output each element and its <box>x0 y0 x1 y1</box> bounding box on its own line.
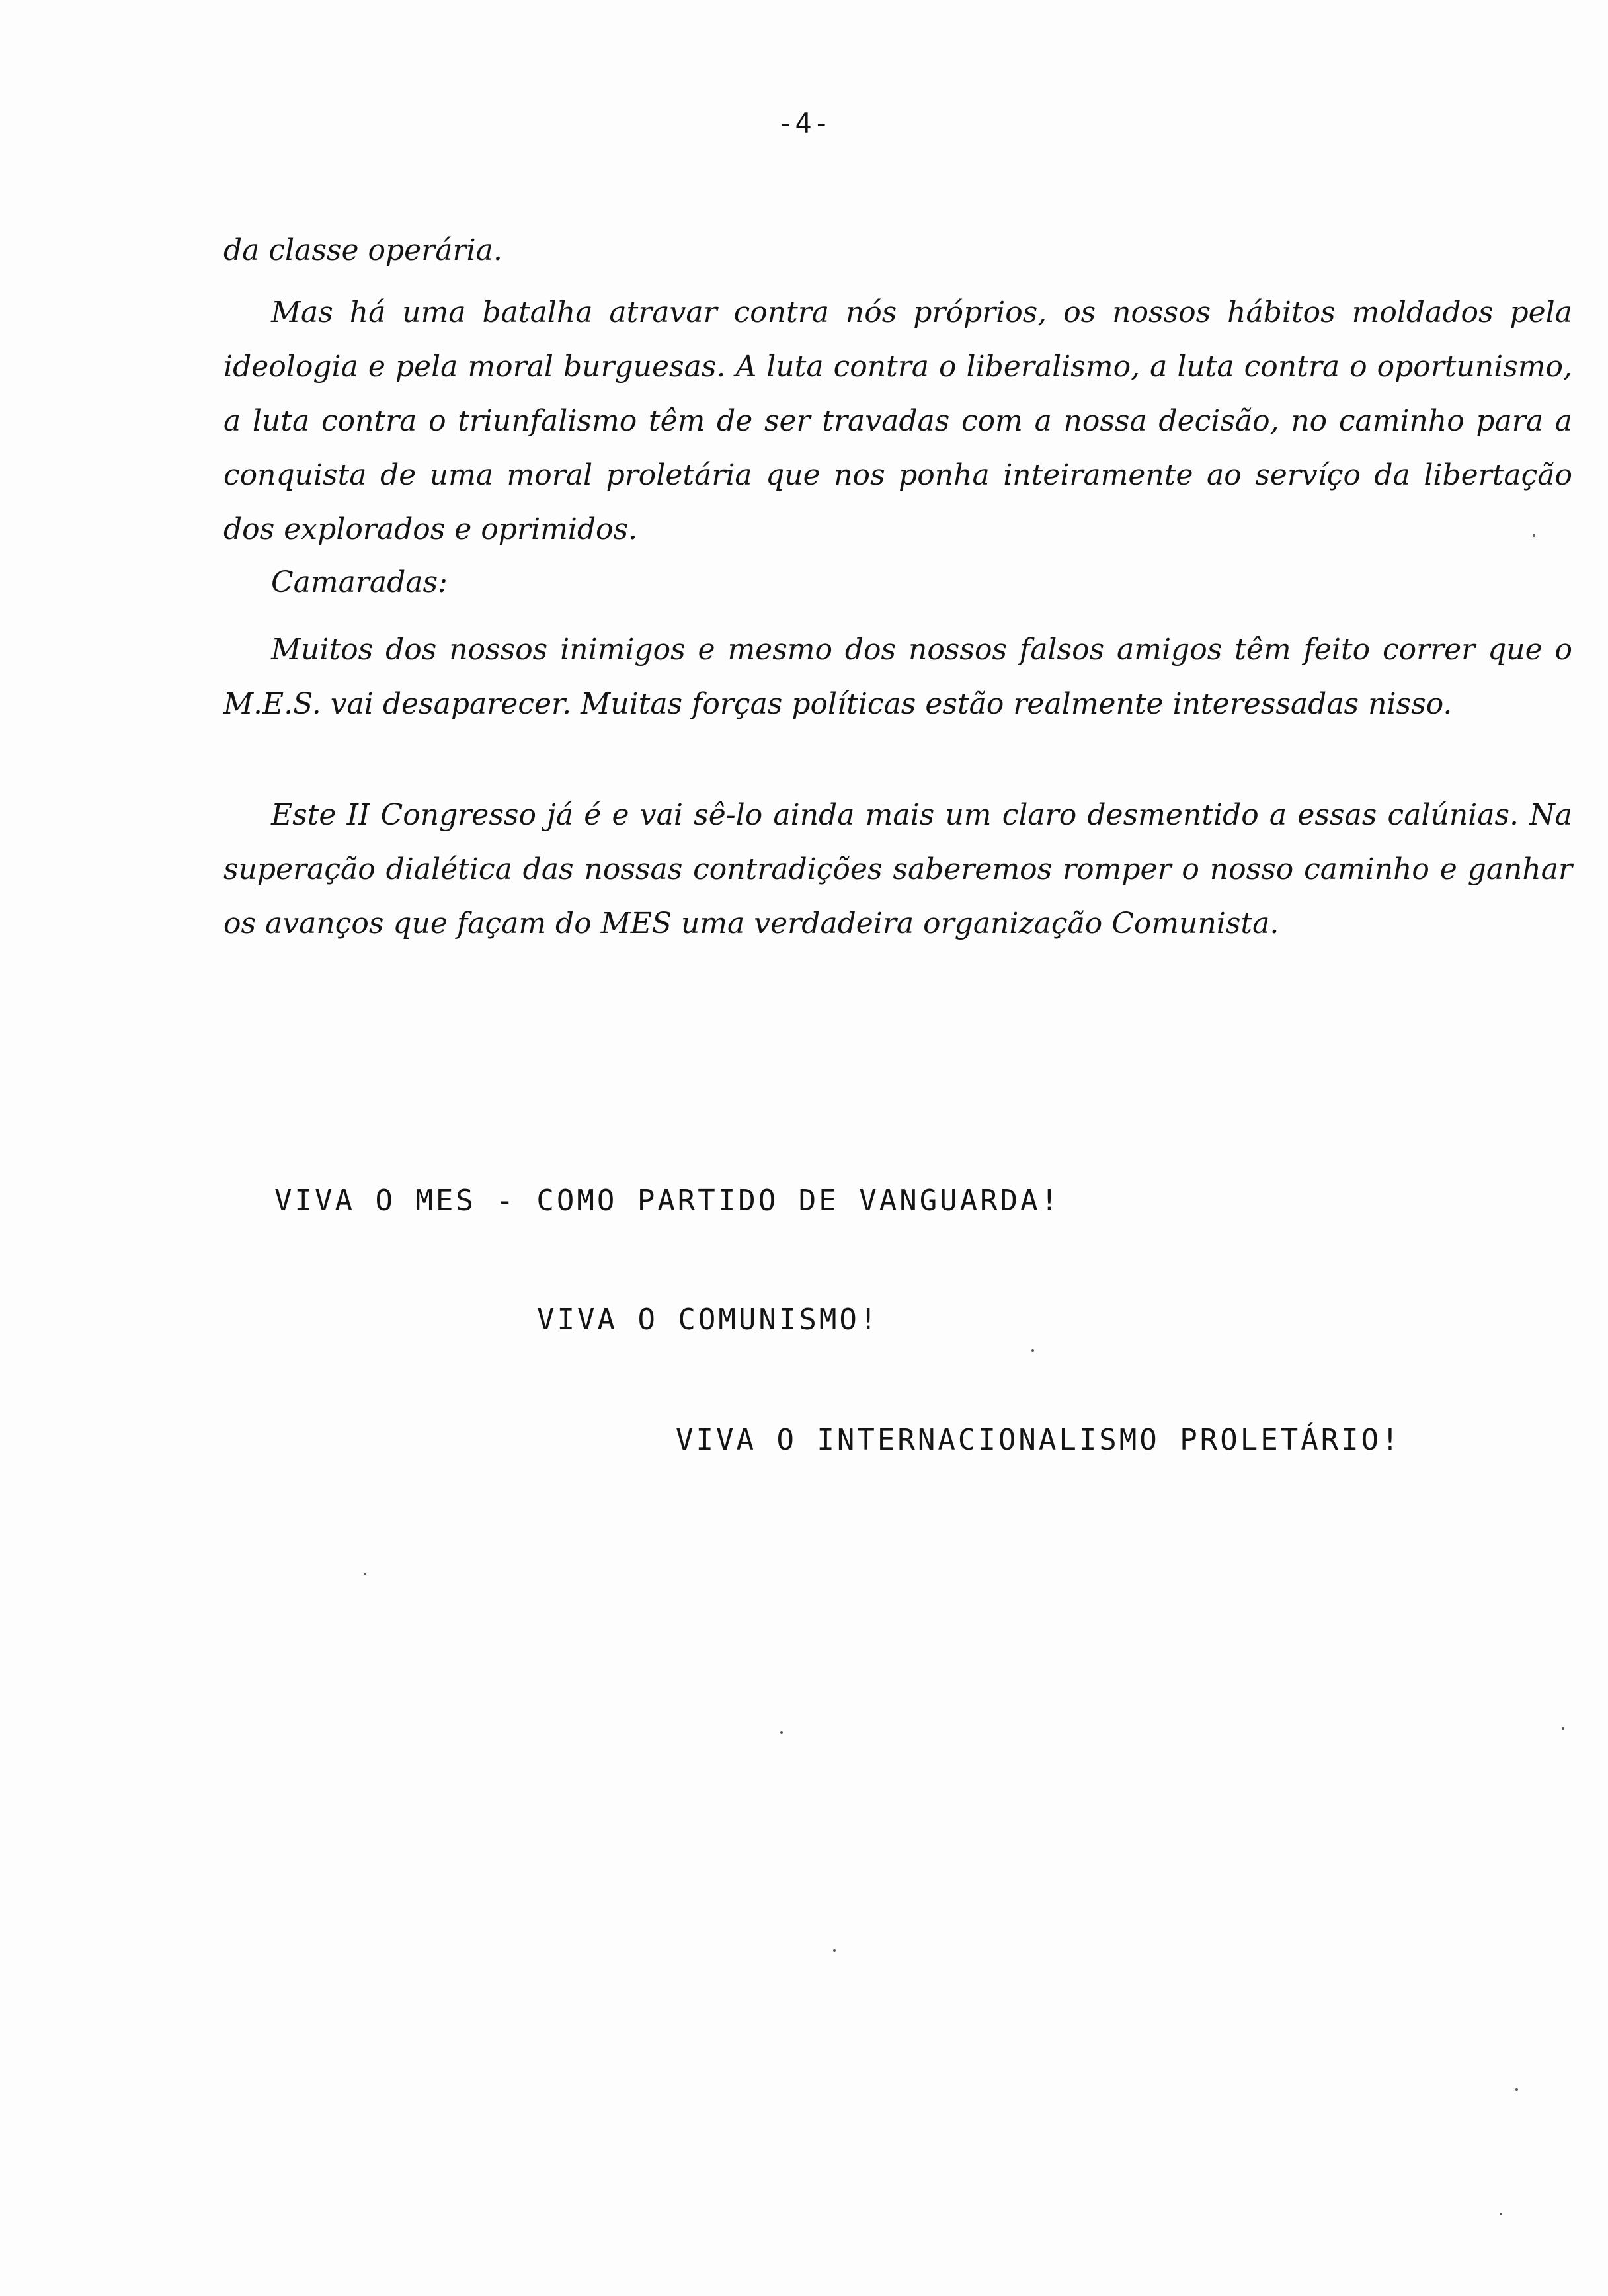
paragraph-enemies: Muitos dos nossos inimigos e mesmo dos nossos falsos amigos têm feito correr que o M.E.S. vai desaparecer. Muitas forças políticas estão realmente interessadas nisso. <box>223 633 1572 721</box>
scan-speck <box>1562 1727 1564 1730</box>
paragraph-continuation: da classe operária. <box>223 233 502 267</box>
slogan-communism: VIVA O COMUNISMO! <box>537 1303 880 1336</box>
scan-speck <box>1515 2088 1518 2091</box>
paragraph-moral-struggle: Mas há uma batalha atravar contra nós próprios, os nossos hábitos moldados pela ideologia e pela moral burguesas. A luta contra o liberalismo, a luta contra o oportunismo, a luta contra o triunfalismo têm de ser travadas com a nossa decisão, no caminho para a conquista de uma moral proletária que nos ponha inteiramente ao servíço da libertação dos explorados e oprimidos. <box>223 296 1572 546</box>
scan-speck <box>364 1573 366 1575</box>
slogan-vanguard: VIVA O MES - COMO PARTIDO DE VANGUARDA! <box>274 1184 1061 1217</box>
scan-speck <box>780 1731 783 1734</box>
scan-speck <box>1031 1349 1034 1352</box>
paragraph-salutation: Camaradas: <box>271 565 448 599</box>
scan-speck <box>1533 534 1535 537</box>
paragraph-congress: Este II Congresso já é e vai sê-lo ainda mais um claro desmentido a essas calúnias. Na superação dialética das nossas contradições saberemos romper o nosso caminho e ganhar os avanços que façam do MES uma verdadeira organização Comunista. <box>223 798 1572 940</box>
scan-speck <box>1500 2213 1502 2215</box>
page-number: -4- <box>777 107 831 140</box>
scan-speck <box>833 1949 836 1952</box>
slogan-internationalism: VIVA O INTERNACIONALISMO PROLETÁRIO! <box>676 1423 1402 1457</box>
